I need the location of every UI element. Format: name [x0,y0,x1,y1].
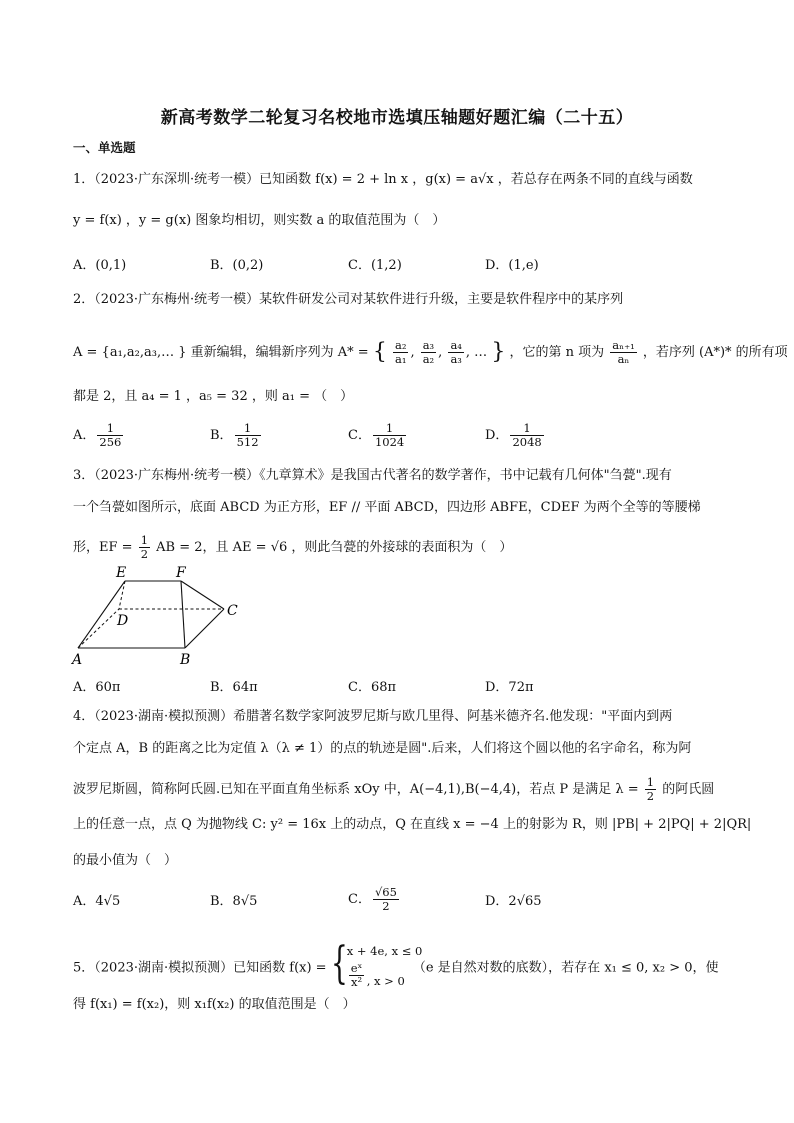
q5-line1 [73,940,719,996]
q3-line2: 一个刍甍如图所示，底面 ABCD 为正方形，EF // 平面 ABCD，四边形 ABFE，CDEF 为两个全等的等腰梯 [73,500,701,515]
label-b: B [180,652,191,668]
q2-option-c[interactable]: C． $\frac{1}{1024}$ [348,421,405,449]
q5-piecewise [330,938,423,996]
q4-line1: 4．（2023·湖南·模拟预测）希腊著名数学家阿波罗尼斯与欧几里得、阿基米德齐名.他发现："平面内到两 [73,709,673,724]
q4-line3-a: 波罗尼斯圆，简称阿氏圆.已知在平面直角坐标系 xOy 中，A(−4,1),B(−4,4)，若点 P 是满足 λ = [73,782,639,797]
q2-seq-frac-2: $\frac{\text{a₃}}{\text{a₂}}$ [422,338,435,366]
q1-line1: 1．（2023·广东深圳·统考一模）已知函数 f(x) = 2 + ln x ，g(x) = a√x ，若总存在两条不同的直线与函数 [73,172,693,187]
q5-case2-cond: , x > 0 [366,974,405,988]
q2-line2: A = {a₁,a₂,a₃,… } 重新编辑，编辑新序列为 A* = { $\frac{\text{a₂}}{\text{a₁}}$ , $\frac{\text{a₃}}{\text{a₂}}$ , $\frac{\text{a₄}}{\text{a₃}}$ , … } ，它的第 n 项为 $\frac{\text{aₙ₊₁}}{\text{aₙ}}$ ，若序列 (A*)* 的所有项 [73,338,788,366]
q2-line1: 2．（2023·广东梅州·统考一模）某软件研发公司对某软件进行升级，主要是软件程序中的某序列 [73,292,624,307]
section-heading: 一、单选题 [73,140,136,155]
edge-fc [181,581,224,609]
q4-line4: 上的任意一点，点 Q 为抛物线 C: y² = 16x 上的动点，Q 在直线 x = −4 上的射影为 R，则 |PB| + 2|PQ| + 2|QR| [73,817,752,832]
q2-option-d[interactable]: D． $\frac{1}{2048}$ [485,421,542,449]
q3-option-a[interactable]: A．60π [73,680,121,695]
q2-line3: 都是 2，且 a₄ = 1 ，a₅ = 32 ，则 a₁ = （ ） [73,389,354,404]
frustum-figure [70,562,250,672]
q2-term-frac: $\frac{\text{aₙ₊₁}}{\text{aₙ}}$ [612,338,635,366]
label-c: C [227,603,238,619]
q3-line1: 3．（2023·广东梅州·统考一模）《九章算术》是我国古代著名的数学著作，书中记载有几何体"刍甍".现有 [73,468,672,483]
q4-line3-b: 的阿氏圆 [662,782,715,797]
q2-seq-frac-1: $\frac{\text{a₂}}{\text{a₁}}$ [394,338,407,366]
label-d: D [117,613,129,629]
edge-fb [181,581,185,648]
left-brace-icon: { [372,339,387,365]
q1-option-b[interactable]: B．(0,2) [210,258,264,273]
q1-option-c[interactable]: C．(1,2) [348,258,402,273]
page-title: 新高考数学二轮复习名校地市选填压轴题好题汇编（二十五） [160,108,634,128]
q3-half-frac: $\frac{1}{2}$ [140,533,149,561]
q5-case1: x + 4e, x ≤ 0 [346,944,423,958]
q4-option-b[interactable]: B．8√5 [210,894,258,909]
q3-option-c[interactable]: C．68π [348,680,397,695]
q1-line2: y = f(x) ，y = g(x) 图象均相切，则实数 a 的取值范围为（ ） [73,213,446,228]
q3-option-b[interactable]: B．64π [210,680,258,695]
piecewise-brace-icon: { [330,938,348,989]
edge-ad [78,609,119,648]
label-e: E [116,565,127,581]
q5-case2-frac: $\frac{\text{eˣ}}{\text{x²}}$ [350,961,363,989]
q4-line2: 个定点 A，B 的距离之比为定值 λ（λ ≠ 1）的点的轨迹是圆".后来，人们将这个圆以他的名字命名，称为阿 [73,741,692,756]
q2-line2-a: A = {a₁,a₂,a₃,… } 重新编辑，编辑新序列为 A* = [73,345,369,360]
q4-option-a[interactable]: A．4√5 [73,894,121,909]
q2-option-a[interactable]: A． $\frac{1}{256}$ [73,421,122,449]
q2-line2-b: ，它的第 n 项为 [509,345,605,360]
q2-option-b[interactable]: B． $\frac{1}{512}$ [210,421,259,449]
q3-line3-a: 形，EF = [73,540,133,555]
label-f: F [176,565,186,581]
q5-line1-a: 5．（2023·湖南·模拟预测）已知函数 f(x) = [73,960,327,976]
q3-option-d[interactable]: D．72π [485,680,534,695]
right-brace-icon: } [491,339,506,365]
q3-line3 [73,534,512,561]
q1-option-d[interactable]: D．(1,e) [485,258,539,273]
q4-line3 [73,776,714,803]
q2-seq-frac-3: $\frac{\text{a₄}}{\text{a₃}}$ [450,338,462,366]
q2-line2-c: ，若序列 (A*)* 的所有项 [642,345,788,360]
q3-line3-b: AB = 2，且 AE = √6 ，则此刍甍的外接球的表面积为（ ） [156,540,513,555]
q5-line2: 得 f(x₁) = f(x₂)，则 x₁f(x₂) 的取值范围是（ ） [73,997,356,1012]
label-a: A [72,652,83,668]
q5-line1-b: （e 是自然对数的底数），若存在 x₁ ≤ 0, x₂ > 0，使 [412,960,719,976]
q4-lambda-frac: $\frac{1}{2}$ [646,775,655,803]
q1-option-a[interactable]: A．(0,1) [73,258,127,273]
q4-option-d[interactable]: D．2√65 [485,894,542,909]
q4-line5: 的最小值为（ ） [73,853,178,868]
edge-bc [185,609,224,648]
q4-option-c[interactable]: C． $\frac{√65}{2}$ [348,885,397,913]
